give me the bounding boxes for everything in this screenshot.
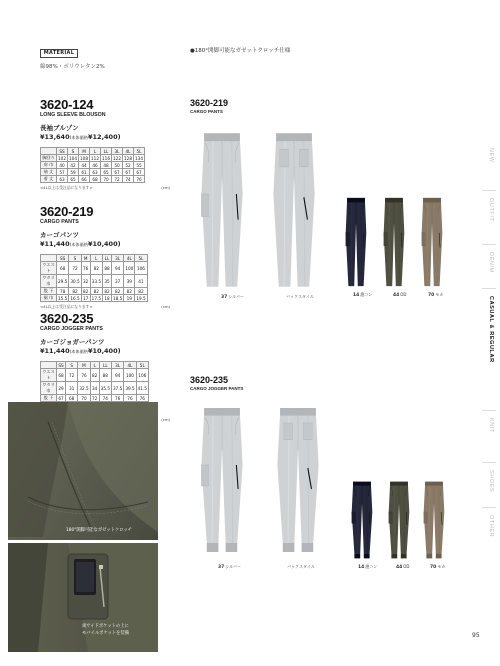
size-row-label: 股 下	[41, 395, 57, 402]
cargo-back-caption: バックスタイル	[286, 294, 314, 299]
size-cell: 106	[135, 262, 147, 275]
product-name-jp: カーゴジョガーパンツ	[40, 338, 105, 346]
size-cell: 76	[78, 369, 90, 382]
jogger-pants-back-image	[272, 405, 324, 555]
size-header-cell: L	[90, 362, 99, 369]
size-header-cell: S	[69, 255, 81, 262]
size-cell: 76	[124, 395, 136, 402]
size-cell: 74	[99, 395, 111, 402]
size-cell: 76	[81, 262, 90, 275]
size-cell: 82	[135, 288, 147, 295]
size-cell: 29	[57, 382, 66, 395]
size-row-label: ウエスト	[42, 369, 55, 380]
size-cell: 68	[90, 176, 101, 183]
size-cell: 82	[111, 288, 123, 295]
size-cell: 32	[81, 275, 90, 288]
size-cell: 76	[134, 176, 145, 183]
size-cell: 65	[68, 176, 79, 183]
size-cell: 134	[135, 155, 143, 161]
size-cell: 78	[57, 288, 69, 295]
size-cell: 63	[57, 176, 68, 183]
size-cell: 37	[111, 275, 123, 288]
size-header-cell: 3L	[111, 362, 123, 369]
size-cell: 67	[112, 169, 123, 176]
cargo-pants-navy-image	[343, 196, 369, 288]
size-cell: 108	[80, 155, 88, 161]
size-cell: 102	[58, 155, 66, 161]
tab-new[interactable]: NEW	[488, 148, 494, 163]
size-cell: 41.5	[136, 382, 148, 395]
size-cell: 72	[66, 369, 78, 382]
material-label: MATERIAL	[40, 49, 78, 58]
showcase-code-cargo: 3620-219	[190, 98, 229, 108]
size-cell: 100	[124, 262, 135, 275]
size-cell: 88	[99, 369, 111, 382]
pants-drawing	[386, 480, 412, 560]
product-code: 3620-219	[40, 204, 94, 219]
size-table-row	[41, 162, 145, 169]
size-header-cell: 5L	[134, 148, 145, 155]
jogger-pants-navy-image	[349, 480, 375, 560]
size-cell: 72	[69, 262, 81, 275]
size-cell: 112	[91, 155, 99, 161]
tab-divider	[482, 507, 496, 508]
size-cell: 19	[124, 295, 135, 302]
size-cell: 76	[111, 395, 123, 402]
size-cell: 61	[79, 169, 90, 176]
size-table-row	[41, 395, 149, 402]
size-table-header	[41, 362, 149, 369]
size-cell: 17	[82, 295, 89, 301]
size-cell: 82	[90, 288, 102, 295]
size-cell: 76	[136, 395, 148, 402]
jogger-color-caption-navy: 14濃コン	[358, 564, 378, 570]
cargo-front-caption: 37シルバー	[221, 294, 244, 300]
pants-drawing	[196, 130, 248, 290]
size-header-cell: S	[66, 362, 78, 369]
product-price: ¥11,440(本体価格¥10,400)	[40, 240, 121, 248]
product-name-jp: カーゴパンツ	[40, 231, 79, 239]
size-cell: 39.5	[124, 382, 136, 395]
jogger-back-caption: バックスタイル	[287, 564, 315, 569]
size-cell: 82	[124, 288, 135, 295]
size-cell: 41	[135, 275, 147, 288]
size-row-label: 股 下	[41, 288, 57, 295]
size-cell: 40	[57, 162, 68, 169]
jogger-color-caption-olive: 44OD	[396, 564, 410, 570]
size-cell: 74	[123, 176, 134, 183]
size-row-label: 胸回り	[42, 155, 55, 160]
size-table-row	[41, 288, 148, 295]
detail-caption-gusset: 180°開脚可能なガゼットクロッチ	[66, 528, 132, 533]
size-cell: 59	[68, 169, 79, 176]
pants-drawing	[268, 130, 320, 290]
size-note-row	[40, 185, 170, 193]
size-cell: 57	[57, 169, 68, 176]
tab-shoes[interactable]: SHOES	[488, 470, 494, 493]
jogger-pants-olive-image	[386, 480, 412, 560]
size-row-label: ワタリ巾	[42, 382, 55, 393]
size-row-label: 着 丈	[41, 176, 57, 183]
size-note: <4L以上は受注品になります>	[40, 185, 93, 190]
size-header-cell: 4L	[123, 148, 134, 155]
size-header-cell: L	[90, 148, 101, 155]
size-cell: 122	[113, 155, 121, 161]
size-header-cell: 4L	[124, 362, 136, 369]
size-cell: 44	[79, 162, 90, 169]
size-cell: 67	[123, 169, 134, 176]
size-cell: 42	[68, 162, 79, 169]
detail-photo-panel	[8, 402, 158, 652]
size-row-label: ワタリ巾	[42, 275, 55, 286]
product-block-blouson	[40, 98, 170, 193]
cargo-color-caption-olive: 44OD	[393, 292, 407, 298]
size-row-label: 肩 巾	[41, 162, 57, 169]
size-header-cell: SS	[57, 255, 69, 262]
size-header-cell: 5L	[136, 362, 148, 369]
size-header-cell: LL	[101, 148, 112, 155]
size-cell: 70	[101, 176, 112, 183]
product-code: 3620-124	[40, 97, 94, 112]
size-header-cell: 5L	[135, 255, 147, 262]
product-name-en: CARGO JOGGER PANTS	[40, 326, 103, 332]
size-table-row	[41, 169, 145, 176]
tab-other[interactable]: OTHER	[488, 515, 494, 538]
size-header-cell: SS	[57, 148, 68, 155]
size-header-cell: LL	[99, 362, 111, 369]
size-cell: 72	[91, 395, 98, 401]
jogger-pants-mocha-image	[421, 480, 447, 560]
size-cell: 31	[66, 382, 78, 395]
size-cell: 94	[111, 369, 123, 382]
size-cell: 68	[57, 262, 69, 275]
size-cell: 128	[124, 155, 132, 161]
product-price: ¥11,440(本体価格¥10,400)	[40, 347, 121, 355]
tab-divider	[482, 462, 496, 463]
size-header-cell: 3L	[111, 255, 123, 262]
tab-divider	[482, 410, 496, 411]
size-cell: 16.5	[70, 295, 80, 301]
size-cell: 100	[124, 369, 136, 382]
fabric-detail-photo	[8, 402, 158, 652]
size-table-row	[41, 295, 148, 302]
tab-outfit[interactable]: OUTFIT	[488, 198, 494, 222]
product-name-en: CARGO PANTS	[40, 219, 79, 225]
size-cell: 52	[123, 162, 134, 169]
size-table-row	[41, 275, 148, 288]
tab-denim[interactable]: DENIM	[488, 252, 494, 273]
size-cell: 68	[66, 395, 78, 402]
tab-divider	[482, 190, 496, 191]
size-cell: 35.5	[99, 382, 111, 395]
tab-divider	[482, 288, 496, 289]
size-cell: 17.5	[91, 295, 101, 301]
size-cell: 116	[102, 155, 110, 161]
size-table-row	[41, 155, 145, 162]
size-header-cell: M	[78, 362, 90, 369]
cargo-pants-back-image	[268, 130, 320, 290]
product-price: ¥13,640(本体価格¥12,400)	[40, 133, 121, 141]
product-block-cargo-pants	[40, 205, 170, 312]
cargo-color-caption-mocha: 70モカ	[428, 292, 444, 298]
size-header-cell: M	[79, 148, 90, 155]
size-cell: 63	[90, 169, 101, 176]
size-table-row	[41, 262, 148, 275]
size-unit: (cm)	[161, 417, 170, 422]
tab-divider	[482, 244, 496, 245]
size-cell: 106	[136, 369, 148, 382]
cargo-pants-olive-image	[381, 196, 407, 288]
jogger-pants-front-image	[196, 405, 248, 555]
size-table	[40, 147, 145, 183]
page-number: 95	[472, 632, 480, 639]
pants-drawing	[381, 196, 407, 288]
size-header-cell: 4L	[124, 255, 135, 262]
tab-casual-regular[interactable]: CASUAL & REGULAR	[488, 296, 494, 363]
size-cell: 82	[90, 262, 102, 275]
size-cell: 29.5	[57, 275, 69, 288]
size-header-cell: L	[90, 255, 102, 262]
showcase-name-cargo: CARGO PANTS	[190, 109, 223, 114]
size-cell: 94	[111, 262, 123, 275]
size-table-corner	[41, 362, 57, 369]
size-header-cell: SS	[58, 362, 64, 368]
feature-note: ●180°開脚可能なガゼットクロッチ仕様	[190, 48, 291, 54]
pants-drawing	[421, 480, 447, 560]
showcase-code-jogger: 3620-235	[190, 375, 229, 385]
size-cell: 68	[57, 369, 66, 382]
size-cell: 33.5	[90, 275, 102, 288]
pants-drawing	[272, 405, 324, 555]
jogger-front-caption: 37シルバー	[218, 564, 241, 570]
size-cell: 37.5	[111, 382, 123, 395]
size-cell: 65	[101, 169, 112, 176]
tab-knit[interactable]: KNIT	[488, 418, 494, 433]
size-unit: (cm)	[161, 304, 170, 309]
size-cell: 15.5	[58, 295, 68, 301]
size-cell: 55	[134, 162, 145, 169]
cargo-color-caption-navy: 14濃コン	[353, 292, 373, 298]
size-table-row	[41, 369, 149, 382]
size-cell: 50	[112, 162, 123, 169]
size-cell: 32.5	[78, 382, 90, 395]
size-cell: 35	[102, 275, 111, 288]
size-cell: 46	[90, 162, 101, 169]
size-cell: 66	[79, 176, 90, 183]
size-header-cell: 3L	[112, 148, 123, 155]
pants-drawing	[419, 196, 445, 288]
pants-drawing	[349, 480, 375, 560]
pants-drawing	[196, 405, 248, 555]
size-cell: 72	[112, 176, 123, 183]
size-note: <4L以上は受注品になります>	[40, 304, 93, 309]
jogger-color-caption-mocha: 70モカ	[430, 564, 446, 570]
product-code: 3620-235	[40, 311, 94, 326]
size-row-label: 袖 丈	[41, 169, 57, 176]
size-cell: 82	[69, 288, 81, 295]
size-table-row	[41, 176, 145, 183]
pants-drawing	[343, 196, 369, 288]
size-cell: 48	[101, 162, 112, 169]
size-cell: 88	[102, 262, 111, 275]
size-cell: 67	[58, 395, 64, 401]
size-table-header	[41, 255, 148, 262]
showcase-name-jogger: CARGO JOGGER PANTS	[190, 386, 244, 391]
size-cell: 70	[78, 395, 90, 402]
size-cell: 82	[104, 288, 110, 294]
size-header-cell: S	[68, 148, 79, 155]
cargo-pants-mocha-image	[419, 196, 445, 288]
size-cell: 30.5	[69, 275, 81, 288]
product-name-jp: 長袖ブルゾン	[40, 124, 79, 132]
size-cell: 82	[90, 369, 99, 382]
cargo-pants-front-image	[196, 130, 248, 290]
size-table-corner	[41, 148, 57, 155]
size-header-cell: M	[81, 255, 90, 262]
detail-caption-pocket-2: モバイルポケットを装備	[82, 631, 130, 636]
size-unit: (cm)	[161, 185, 170, 190]
product-name-en: LONG SLEEVE BLOUSON	[40, 112, 106, 118]
size-row-label: ウエスト	[42, 262, 55, 273]
size-header-cell: LL	[102, 255, 111, 262]
size-row-label: 裾 巾	[41, 295, 57, 302]
size-cell: 18	[104, 295, 110, 301]
size-table-header	[41, 148, 145, 155]
size-table-row	[41, 382, 149, 395]
size-table	[40, 254, 148, 302]
size-cell: 82	[82, 288, 89, 294]
size-cell: 104	[69, 155, 77, 161]
size-cell: 19.5	[136, 295, 146, 301]
size-cell: 34	[90, 382, 99, 395]
material-composition: 綿98%・ポリウレタン2%	[40, 64, 105, 70]
size-cell: 39	[124, 275, 135, 288]
detail-caption-pocket-1: 両サイドポケットの上に	[82, 624, 129, 629]
size-table-corner	[41, 255, 57, 262]
size-cell: 18.5	[112, 295, 123, 301]
size-cell: 67	[134, 169, 145, 176]
